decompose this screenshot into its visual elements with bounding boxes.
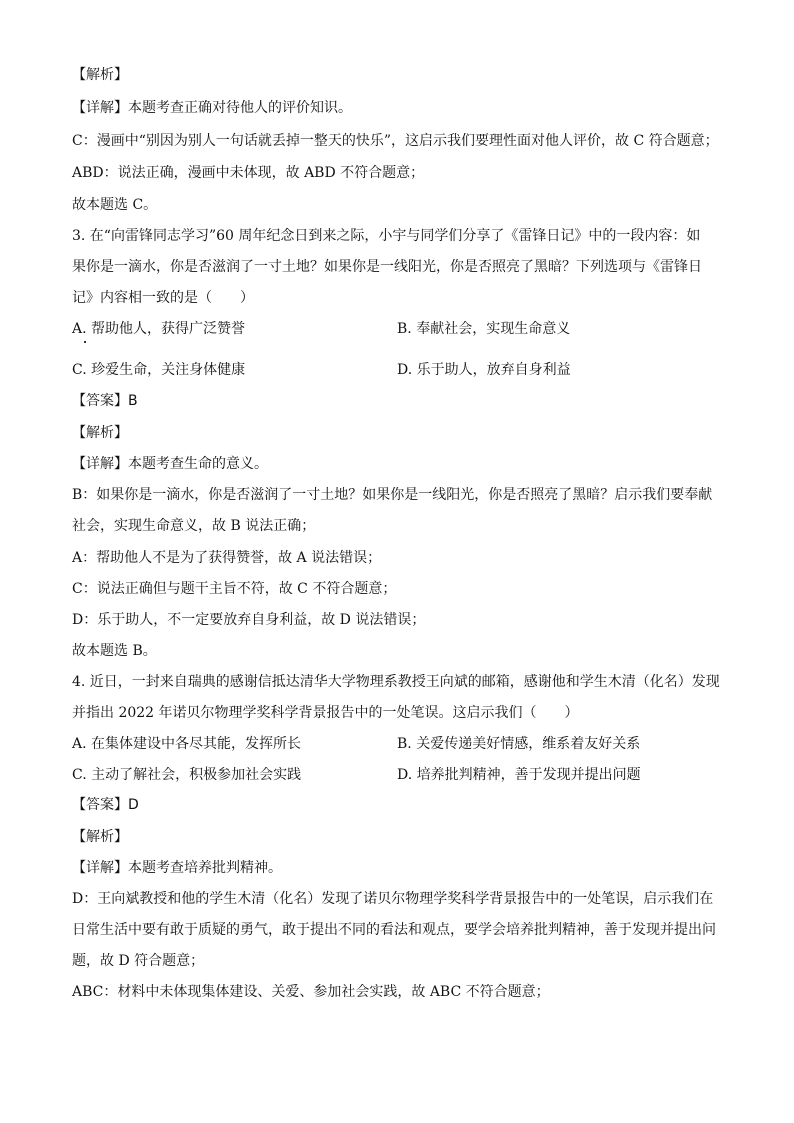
explanation-line: D：乐于助人，不一定要放弃自身利益，故 D 说法错误； [72, 612, 426, 628]
explanation-line: A：帮助他人不是为了获得赞誉，故 A 说法错误； [72, 550, 382, 566]
question-stem: 并指出 2022 年诺贝尔物理学奖科学背景报告中的一处笔误。这启示我们（ ） [72, 705, 579, 721]
option-d: D. 培养批判精神，善于发现并提出问题 [397, 767, 641, 783]
option-a: A. 在集体建设中各尽其能，发挥所长 [72, 736, 302, 752]
conclusion: 故本题选 B。 [72, 643, 157, 659]
detail-intro: 【详解】本题考查生命的意义。 [72, 456, 268, 472]
detail-intro: 【详解】本题考查正确对待他人的评价知识。 [72, 100, 352, 116]
question-stem: 3. 在“向雷锋同志学习”60 周年纪念日到来之际，小宇与同学们分享了《雷锋日记》中的一段内容：如 [72, 228, 701, 244]
option-c: C. 珍爱生命，关注身体健康 [72, 362, 246, 378]
explanation-line: 社会，实现生命意义，故 B 说法正确； [72, 518, 316, 534]
option-b: B. 关爱传递美好情感，维系着友好关系 [397, 736, 641, 752]
answer-line: 【答案】D [72, 797, 139, 813]
explanation-line: B：如果你是一滴水，你是否滋润了一寸土地？如果你是一线阳光，你是否照亮了黑暗？启示我们要奉献 [72, 487, 713, 503]
explanation-line: C：漫画中“别因为别人一句话就丢掉一整天的快乐”，这启示我们要理性面对他人评价，故 C 符合题意； [72, 133, 719, 149]
explanation-line: ABD：说法正确，漫画中未体现，故 ABD 不符合题意； [72, 165, 425, 181]
option-b: B. 奉献社会，实现生命意义 [397, 321, 571, 337]
explanation-line: C：说法正确但与题干主旨不符，故 C 不符合题意； [72, 581, 397, 597]
explanation-line: ABC：材料中未体现集体建设、关爱、参加社会实践，故 ABC 不符合题意； [72, 984, 550, 1000]
analysis-heading: 【解析】 [72, 67, 128, 83]
analysis-heading: 【解析】 [72, 425, 128, 441]
explanation-line: 日常生活中要有敢于质疑的勇气，敢于提出不同的看法和观点，要学会培养批判精神，善于发现并提出问 [72, 922, 716, 938]
detail-intro: 【详解】本题考查培养批判精神。 [72, 860, 282, 876]
option-a: A. 帮助他人，获得广泛赞誉 [72, 321, 246, 337]
question-stem: 4. 近日，一封来自瑞典的感谢信抵达清华大学物理系教授王向斌的邮箱，感谢他和学生木清（化名）发现 [72, 674, 720, 690]
question-stem: 记》内容相一致的是（ ） [72, 290, 254, 306]
option-c: C. 主动了解社会，积极参加社会实践 [72, 767, 302, 783]
analysis-heading: 【解析】 [72, 829, 128, 845]
question-stem: 果你是一滴水，你是否滋润了一寸土地？如果你是一线阳光，你是否照亮了黑暗？下列选项与《雷锋日 [72, 259, 702, 275]
answer-line: 【答案】B [72, 393, 138, 409]
explanation-line: 题，故 D 符合题意； [72, 953, 205, 969]
stray-dot [84, 341, 86, 343]
explanation-line: D：王向斌教授和他的学生木清（化名）发现了诺贝尔物理学奖科学背景报告中的一处笔误，启示我们在 [72, 891, 714, 907]
conclusion: 故本题选 C。 [72, 197, 158, 213]
option-d: D. 乐于助人，放弃自身利益 [397, 362, 571, 378]
